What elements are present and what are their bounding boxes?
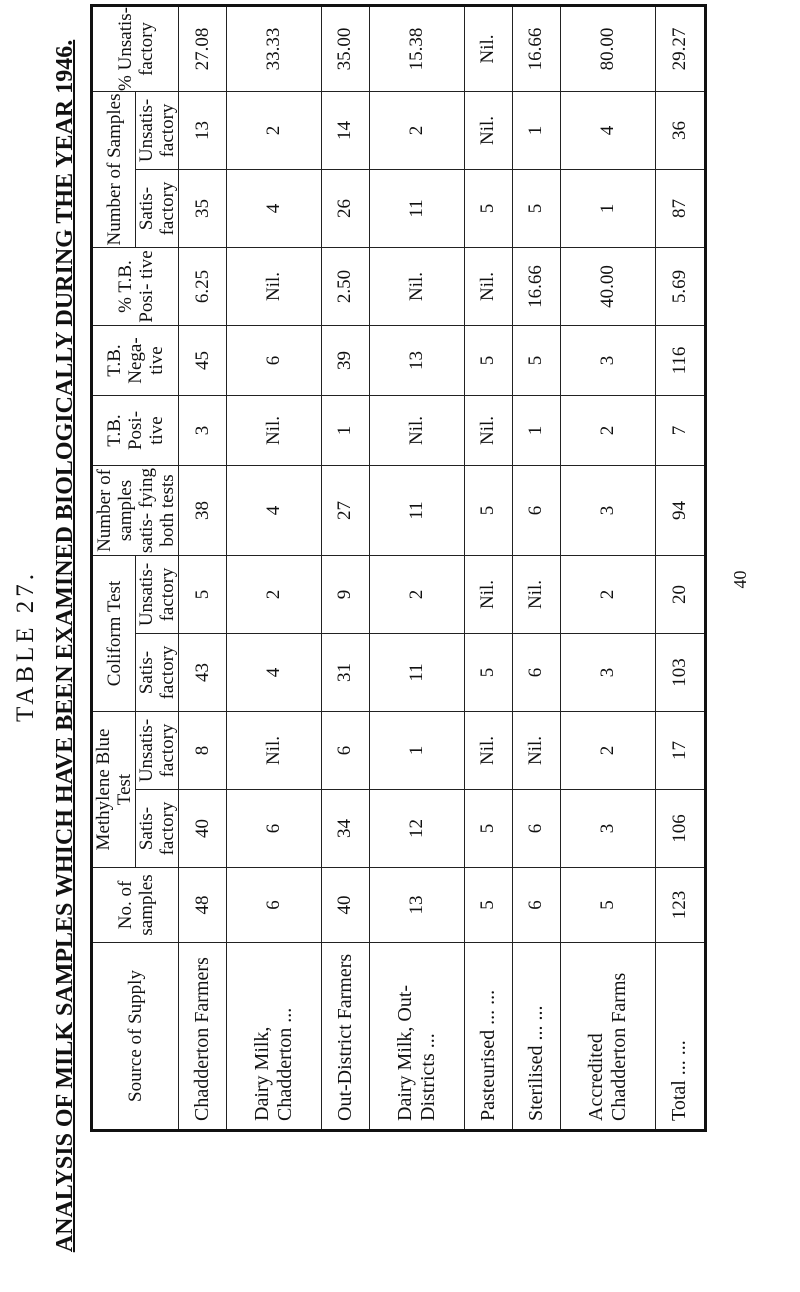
cell-n-unsat: 2 bbox=[370, 91, 465, 169]
cell-col-unsat: Nil. bbox=[464, 556, 512, 634]
header-coliform-group: Coliform Test bbox=[92, 556, 136, 712]
cell-samples: 40 bbox=[321, 868, 369, 943]
cell-col-unsat: Nil. bbox=[512, 556, 560, 634]
header-samples-satisfactory: Satis- factory bbox=[136, 170, 179, 248]
cell-source: Accredited Chadderton Farms bbox=[561, 943, 656, 1131]
table-label: TABLE 27. bbox=[12, 569, 39, 723]
cell-mb-unsat: Nil. bbox=[512, 712, 560, 790]
cell-tb-neg: 13 bbox=[370, 326, 465, 396]
cell-tb-neg: 5 bbox=[464, 326, 512, 396]
cell-tb-neg: 6 bbox=[227, 326, 322, 396]
cell-n-sat: 5 bbox=[464, 170, 512, 248]
milk-analysis-table bbox=[90, 4, 707, 1132]
cell-tb-neg: 3 bbox=[561, 326, 656, 396]
header-both-tests: Number of samples satis- fying both tests bbox=[92, 466, 179, 556]
cell-pct-unsat: 80.00 bbox=[561, 5, 656, 91]
cell-pct-tb-pos: 5.69 bbox=[655, 248, 705, 326]
cell-col-unsat: 2 bbox=[370, 556, 465, 634]
cell-tb-neg: 116 bbox=[655, 326, 705, 396]
cell-mb-unsat: 17 bbox=[655, 712, 705, 790]
cell-tb-pos: Nil. bbox=[464, 396, 512, 466]
cell-col-unsat: 20 bbox=[655, 556, 705, 634]
header-coliform-unsatisfactory: Unsatis- factory bbox=[136, 556, 179, 634]
cell-pct-tb-pos: Nil. bbox=[370, 248, 465, 326]
cell-mb-unsat: 6 bbox=[321, 712, 369, 790]
header-mb-satisfactory: Satis- factory bbox=[136, 790, 179, 868]
cell-pct-unsat: 27.08 bbox=[179, 5, 227, 91]
cell-col-sat: 4 bbox=[227, 634, 322, 712]
cell-mb-unsat: Nil. bbox=[227, 712, 322, 790]
cell-samples: 5 bbox=[561, 868, 656, 943]
table-row-total bbox=[655, 5, 705, 1130]
cell-mb-sat: 6 bbox=[512, 790, 560, 868]
header-row-groups bbox=[92, 5, 136, 1130]
cell-pct-unsat: 33.33 bbox=[227, 5, 322, 91]
cell-both: 11 bbox=[370, 466, 465, 556]
cell-n-sat: 26 bbox=[321, 170, 369, 248]
cell-pct-unsat: 29.27 bbox=[655, 5, 705, 91]
cell-pct-unsat: 15.38 bbox=[370, 5, 465, 91]
cell-n-unsat: 1 bbox=[512, 91, 560, 169]
cell-tb-neg: 39 bbox=[321, 326, 369, 396]
cell-both: 4 bbox=[227, 466, 322, 556]
cell-n-unsat: 36 bbox=[655, 91, 705, 169]
page-number: 40 bbox=[730, 570, 750, 589]
cell-col-sat: 11 bbox=[370, 634, 465, 712]
cell-tb-pos: 7 bbox=[655, 396, 705, 466]
cell-col-sat: 103 bbox=[655, 634, 705, 712]
header-methylene-group: Methylene Blue Test bbox=[92, 712, 136, 868]
header-number-samples-group: Number of Samples bbox=[92, 91, 136, 247]
cell-pct-tb-pos: Nil. bbox=[227, 248, 322, 326]
cell-tb-pos: 1 bbox=[512, 396, 560, 466]
cell-col-sat: 5 bbox=[464, 634, 512, 712]
table-row bbox=[321, 5, 369, 1130]
header-no-samples: No. of samples bbox=[92, 868, 179, 943]
header-tb-positive: T.B. Posi- tive bbox=[92, 396, 179, 466]
cell-col-unsat: 2 bbox=[561, 556, 656, 634]
cell-n-unsat: 14 bbox=[321, 91, 369, 169]
header-pct-tb-positive: % T.B. Posi- tive bbox=[92, 248, 179, 326]
cell-mb-unsat: 2 bbox=[561, 712, 656, 790]
cell-pct-unsat: 35.00 bbox=[321, 5, 369, 91]
cell-pct-unsat: 16.66 bbox=[512, 5, 560, 91]
cell-both: 27 bbox=[321, 466, 369, 556]
header-pct-unsatisfactory: % Unsatis- factory bbox=[92, 5, 179, 91]
header-samples-unsatisfactory: Unsatis- factory bbox=[136, 91, 179, 169]
cell-col-sat: 31 bbox=[321, 634, 369, 712]
cell-n-unsat: 4 bbox=[561, 91, 656, 169]
cell-source: Pasteurised ... ... bbox=[464, 943, 512, 1131]
cell-samples: 5 bbox=[464, 868, 512, 943]
cell-samples: 123 bbox=[655, 868, 705, 943]
cell-source: Chadderton Farmers bbox=[179, 943, 227, 1131]
cell-samples: 6 bbox=[512, 868, 560, 943]
cell-col-sat: 6 bbox=[512, 634, 560, 712]
cell-source: Total ... ... bbox=[655, 943, 705, 1131]
table-row bbox=[464, 5, 512, 1130]
cell-mb-sat: 40 bbox=[179, 790, 227, 868]
cell-both: 38 bbox=[179, 466, 227, 556]
cell-tb-pos: 1 bbox=[321, 396, 369, 466]
cell-pct-tb-pos: 16.66 bbox=[512, 248, 560, 326]
cell-samples: 6 bbox=[227, 868, 322, 943]
cell-tb-pos: 2 bbox=[561, 396, 656, 466]
header-source: Source of Supply bbox=[92, 943, 179, 1131]
cell-pct-tb-pos: 6.25 bbox=[179, 248, 227, 326]
document-title: ANALYSIS OF MILK SAMPLES WHICH HAVE BEEN EXAMINED BIOLOGICALLY DURING THE YEAR 1946. bbox=[52, 39, 78, 1253]
cell-tb-pos: 3 bbox=[179, 396, 227, 466]
table-row bbox=[370, 5, 465, 1130]
cell-pct-tb-pos: 2.50 bbox=[321, 248, 369, 326]
cell-col-unsat: 2 bbox=[227, 556, 322, 634]
cell-tb-pos: Nil. bbox=[227, 396, 322, 466]
cell-source: Dairy Milk, Out-Districts ... bbox=[370, 943, 465, 1131]
cell-n-sat: 5 bbox=[512, 170, 560, 248]
cell-tb-neg: 5 bbox=[512, 326, 560, 396]
cell-n-unsat: 13 bbox=[179, 91, 227, 169]
cell-mb-sat: 5 bbox=[464, 790, 512, 868]
table-row bbox=[179, 5, 227, 1130]
cell-n-unsat: 2 bbox=[227, 91, 322, 169]
cell-col-sat: 43 bbox=[179, 634, 227, 712]
cell-pct-tb-pos: 40.00 bbox=[561, 248, 656, 326]
cell-col-sat: 3 bbox=[561, 634, 656, 712]
cell-both: 3 bbox=[561, 466, 656, 556]
cell-source: Sterilised ... ... bbox=[512, 943, 560, 1131]
cell-tb-neg: 45 bbox=[179, 326, 227, 396]
cell-pct-tb-pos: Nil. bbox=[464, 248, 512, 326]
cell-pct-unsat: Nil. bbox=[464, 5, 512, 91]
cell-n-unsat: Nil. bbox=[464, 91, 512, 169]
cell-both: 94 bbox=[655, 466, 705, 556]
cell-n-sat: 1 bbox=[561, 170, 656, 248]
cell-col-unsat: 5 bbox=[179, 556, 227, 634]
cell-tb-pos: Nil. bbox=[370, 396, 465, 466]
table-row bbox=[227, 5, 322, 1130]
cell-both: 6 bbox=[512, 466, 560, 556]
cell-n-sat: 35 bbox=[179, 170, 227, 248]
cell-source: Dairy Milk, Chadderton ... bbox=[227, 943, 322, 1131]
cell-mb-unsat: 8 bbox=[179, 712, 227, 790]
cell-samples: 13 bbox=[370, 868, 465, 943]
table-row bbox=[512, 5, 560, 1130]
header-mb-unsatisfactory: Unsatis- factory bbox=[136, 712, 179, 790]
cell-n-sat: 87 bbox=[655, 170, 705, 248]
cell-mb-unsat: Nil. bbox=[464, 712, 512, 790]
table-row bbox=[561, 5, 656, 1130]
cell-both: 5 bbox=[464, 466, 512, 556]
cell-col-unsat: 9 bbox=[321, 556, 369, 634]
cell-mb-sat: 34 bbox=[321, 790, 369, 868]
cell-source: Out-District Farmers bbox=[321, 943, 369, 1131]
cell-mb-sat: 12 bbox=[370, 790, 465, 868]
cell-mb-unsat: 1 bbox=[370, 712, 465, 790]
cell-n-sat: 4 bbox=[227, 170, 322, 248]
header-tb-negative: T.B. Nega- tive bbox=[92, 326, 179, 396]
cell-mb-sat: 3 bbox=[561, 790, 656, 868]
cell-mb-sat: 106 bbox=[655, 790, 705, 868]
header-coliform-satisfactory: Satis- factory bbox=[136, 634, 179, 712]
cell-n-sat: 11 bbox=[370, 170, 465, 248]
cell-samples: 48 bbox=[179, 868, 227, 943]
cell-mb-sat: 6 bbox=[227, 790, 322, 868]
